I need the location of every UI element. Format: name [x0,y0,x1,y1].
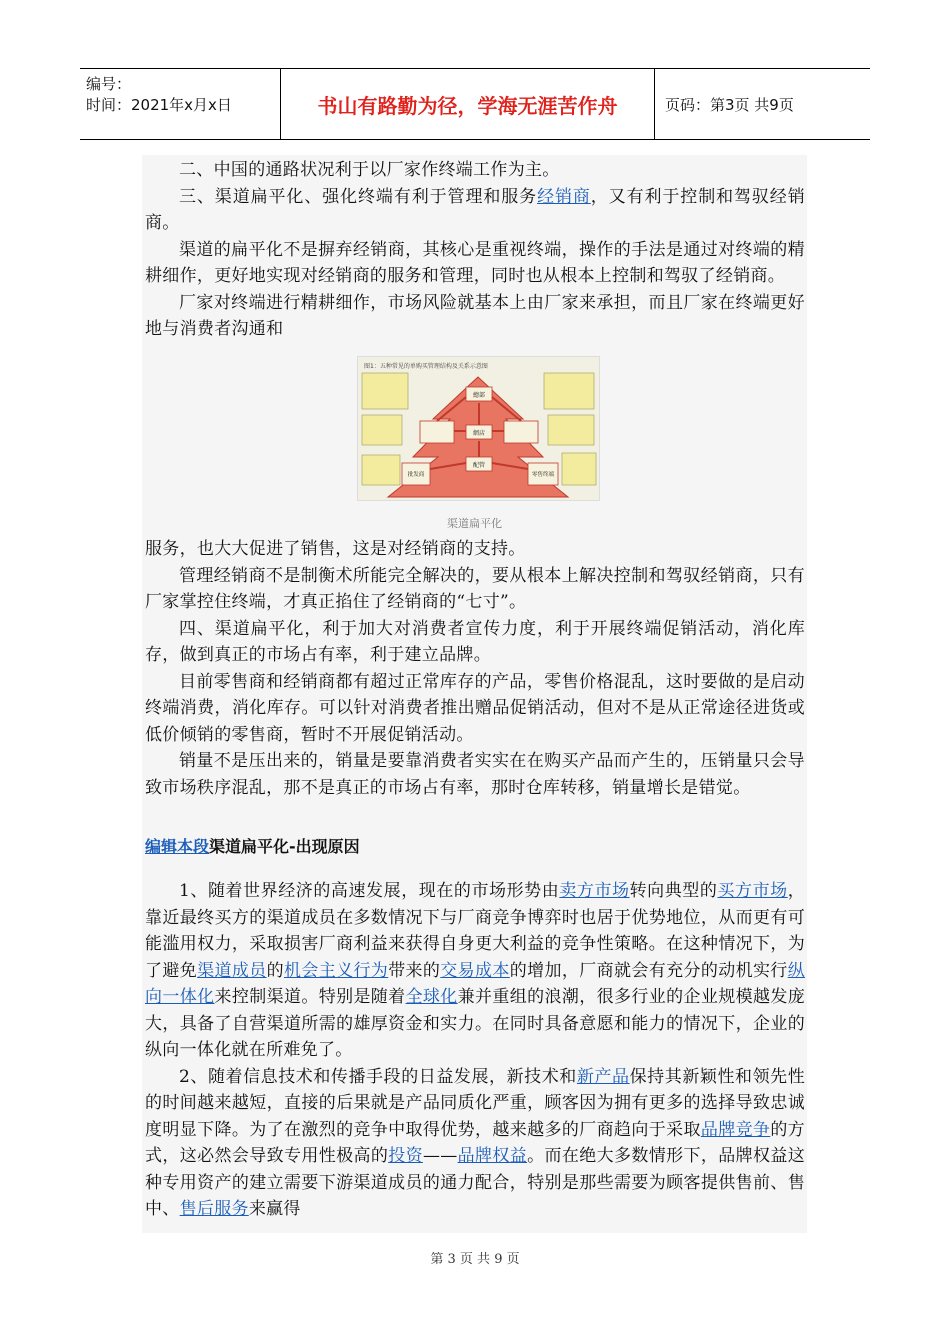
text-run: 的方式，这必然会导致专用性极高的 [145,1119,805,1166]
link-opportunism[interactable]: 机会主义行为 [283,960,389,981]
paragraph: 目前零售商和经销商都有超过正常库存的产品，零售价格混乱，这时要做的是启动终端消费，消化库存。可以针对消费者推出赠品促销活动，但对不是从正常途径进货或低价倾销的零售商，暂时不开展促销活动。 [145,671,805,745]
text-run: 保持其新颖性和领先性的时间越来越短，直接的后果就是产品同质化严重，顾客因为拥有更多的选择导致忠诚度明显下降。为了在激烈的竞争中取得优势，越来越多的厂商趋向于采取 [145,1066,806,1140]
link-dealer[interactable]: 经销商 [537,186,591,207]
box-bottom-label: 配管 [472,462,486,469]
link-vertical-integration[interactable]: 纵向一体化 [145,960,805,1007]
link-sellers-market[interactable]: 卖方市场 [559,881,630,901]
reasons-text-block [145,878,805,1223]
figure-caption: 渠道扁平化 [447,517,502,530]
header-motto: 书山有路勤为径，学海无涯苦作舟 [281,69,655,139]
text-run: ，又有利于控制和驾驭经销商。 [145,186,806,233]
header-page-info: 页码：第3页 共9页 [665,95,794,114]
header-meta [80,69,281,139]
link-new-product[interactable]: 新产品 [576,1066,630,1087]
figure-title: 图1：五种常见的单购买管理结构及关系示意图 [364,363,488,370]
page-footer: 第 3 页 共 9 页 [430,1252,520,1267]
link-channel-members[interactable]: 渠道成员 [197,960,267,981]
box-right-bottom-label: 零售终端 [531,472,555,478]
paragraph: 渠道的扁平化不是摒弃经销商，其核心是重视终端，操作的手法是通过对终端的精耕细作，更好地实现对经销商的服务和管理，同时也从根本上控制和驾驭了经销商。 [145,239,805,286]
text-run: 兼并重组的浪潮，很多行业的企业规模越发庞大，具备了自营渠道所需的雄厚资金和实力。在同时具备意愿和能力的情况下，企业的纵向一体化就在所难免了。 [145,987,805,1060]
page-header [80,68,870,140]
middle-text-block [145,536,805,801]
doc-number-label: 编号： [86,75,132,93]
paragraph: 销量不是压出来的，销量是要靠消费者实实在在购买产品而产生的，压销量只会导致市场秩序混乱，那不是真正的市场占有率，那时仓库转移，销量增长是错觉。 [145,751,805,798]
text-run: 的增加，厂商就会有充分的动机实行 [509,960,788,981]
paragraph: 二、中国的通路状况利于以厂家作终端工作为主。 [179,160,560,180]
doc-date-label: 时间：2021年x月x日 [86,96,232,114]
section-title: 渠道扁平化-出现原因 [209,837,360,856]
box-left-mid [420,421,454,443]
text-run: 1、随着世界经济的高速发展，现在的市场形势由 [179,881,560,901]
link-transaction-cost[interactable]: 交易成本 [440,960,510,981]
link-brand-equity[interactable]: 品牌权益 [457,1146,528,1166]
link-buyers-market[interactable]: 买方市场 [717,881,788,901]
box-top-label: 總部 [472,392,486,399]
text-run: 来赢得 [248,1199,301,1219]
edit-section-link[interactable]: 编辑本段 [145,837,210,856]
section-heading [145,834,360,857]
note-top-left [362,373,408,409]
paragraph: 管理经销商不是制衡术所能完全解决的，要从根本上解决控制和驾驭经销商，只有厂家掌控住终端，才真正掐住了经销商的“七寸”。 [145,565,805,612]
top-text-block [145,157,805,343]
link-brand-competition[interactable]: 品牌竞争 [700,1119,771,1140]
text-run: 。而在绝大多数情形下，品牌权益这种专用资产的建立需要下游渠道成员的通力配合，特别是那些需要为顾客提供售前、售中、 [145,1146,805,1219]
channel-flattening-diagram [357,356,600,501]
paragraph: 服务，也大大促进了销售，这是对经销商的支持。 [145,539,526,559]
figure [142,352,807,532]
text-run: —— [422,1146,458,1166]
text-run: 三、渠道扁平化、强化终端有利于管理和服务 [179,186,538,207]
paragraph [145,184,805,237]
diagram-svg [358,357,599,500]
box-left-bottom-label: 批发商 [407,472,425,478]
note-mid-left [362,415,402,445]
box-right-mid [504,421,538,443]
note-top-right [544,373,594,409]
paragraph-reason-2 [145,1064,805,1223]
text-run: 来控制渠道。特别是随着 [214,987,406,1007]
link-after-sales-service[interactable]: 售后服务 [179,1199,249,1219]
note-bottom-right [562,453,596,485]
link-investment[interactable]: 投资 [388,1146,423,1166]
text-run: 2、随着信息技术和传播手段的日益发展，新技术和 [179,1066,577,1087]
paragraph: 四、渠道扁平化，利于加大对消费者宣传力度，利于开展终端促销活动，消化库存，做到真正的市场占有率，利于建立品牌。 [145,618,805,665]
box-mid-label: 網店 [472,430,486,437]
paragraph: 厂家对终端进行精耕细作，市场风险就基本上由厂家来承担，而且厂家在终端更好地与消费者沟通和 [145,292,805,339]
text-run: ，靠近最终买方的渠道成员在多数情况下与厂商竞争博弈时也居于优势地位，从而更有可能滥用权力，采取损害厂商利益来获得自身更大利益的竞争性策略。在这种情况下，为了避免 [145,881,806,981]
text-run: 的 [266,960,284,981]
text-run: 带来的 [388,960,441,981]
paragraph-reason-1 [145,878,805,1064]
text-run: 转向典型的 [629,881,718,901]
note-mid-right [548,415,594,445]
link-globalization[interactable]: 全球化 [405,987,458,1007]
note-bottom-left [362,455,400,485]
